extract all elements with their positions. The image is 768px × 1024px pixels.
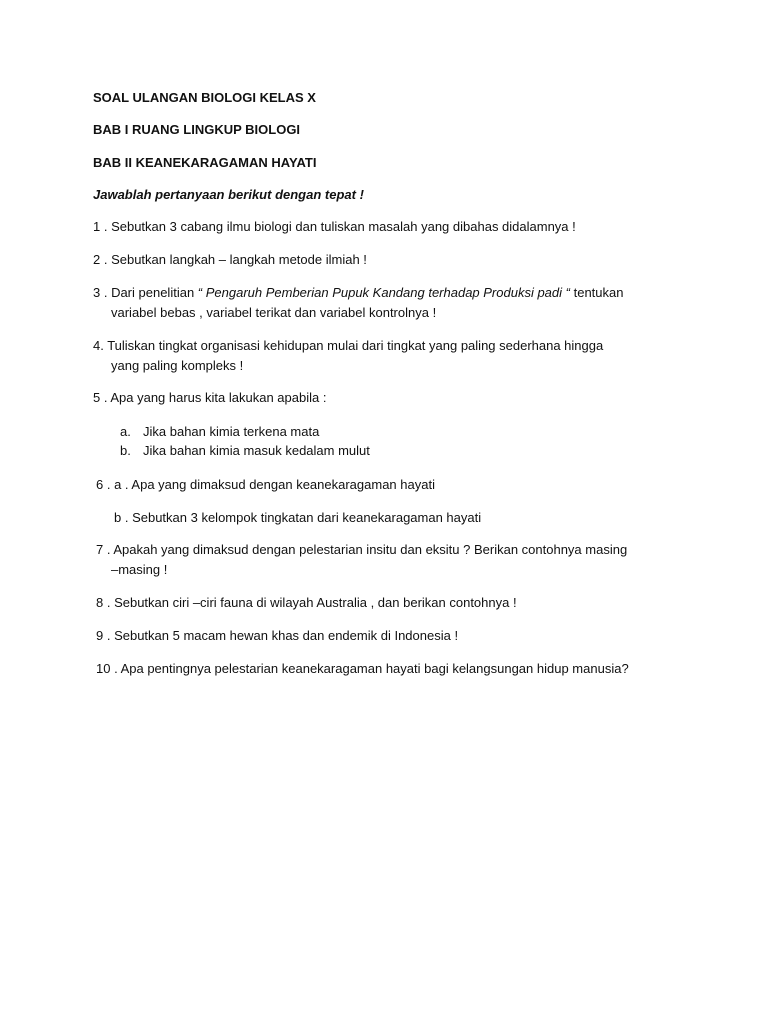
question-4-line-1: 4. Tuliskan tingkat organisasi kehidupan mulai dari tingkat yang paling sederhana hingga [93, 338, 604, 353]
question-4-line-2: yang paling kompleks ! [111, 358, 244, 373]
question-7-line-1: 7 . Apakah yang dimaksud dengan pelestarian insitu dan eksitu ? Berikan contohnya masing [96, 542, 628, 557]
question-6b: b . Sebutkan 3 kelompok tingkatan dari keanekaragaman hayati [114, 510, 482, 525]
chapter-1-heading: BAB I RUANG LINGKUP BIOLOGI [93, 122, 301, 137]
question-3-research-title: “ Pengaruh Pemberian Pupuk Kandang terhadap Produksi padi “ [197, 285, 570, 300]
question-5-b-marker: b. [120, 443, 131, 458]
question-9: 9 . Sebutkan 5 macam hewan khas dan endemik di Indonesia ! [96, 628, 459, 643]
question-2: 2 . Sebutkan langkah – langkah metode ilmiah ! [93, 252, 367, 267]
question-5-a-marker: a. [120, 424, 131, 439]
question-3-prefix: 3 . Dari penelitian [93, 285, 198, 300]
question-5-b-text: Jika bahan kimia masuk kedalam mulut [143, 443, 370, 458]
question-5-a-text: Jika bahan kimia terkena mata [143, 424, 320, 439]
question-10: 10 . Apa pentingnya pelestarian keanekaragaman hayati bagi kelangsungan hidup manusia? [96, 661, 629, 676]
question-1: 1 . Sebutkan 3 cabang ilmu biologi dan tuliskan masalah yang dibahas didalamnya ! [93, 219, 576, 234]
chapter-2-heading: BAB II KEANEKARAGAMAN HAYATI [93, 155, 317, 170]
question-7-line-2: –masing ! [111, 562, 168, 577]
document-title: SOAL ULANGAN BIOLOGI KELAS X [93, 90, 316, 105]
question-6a: 6 . a . Apa yang dimaksud dengan keanekaragaman hayati [96, 477, 435, 492]
question-3-line-2: variabel bebas , variabel terikat dan variabel kontrolnya ! [111, 305, 437, 320]
question-3-suffix: tentukan [569, 285, 624, 300]
question-5: 5 . Apa yang harus kita lakukan apabila : [93, 390, 327, 405]
question-3-line-1 [93, 285, 623, 301]
instruction-text: Jawablah pertanyaan berikut dengan tepat ! [93, 187, 364, 202]
question-8: 8 . Sebutkan ciri –ciri fauna di wilayah Australia , dan berikan contohnya ! [96, 595, 517, 610]
